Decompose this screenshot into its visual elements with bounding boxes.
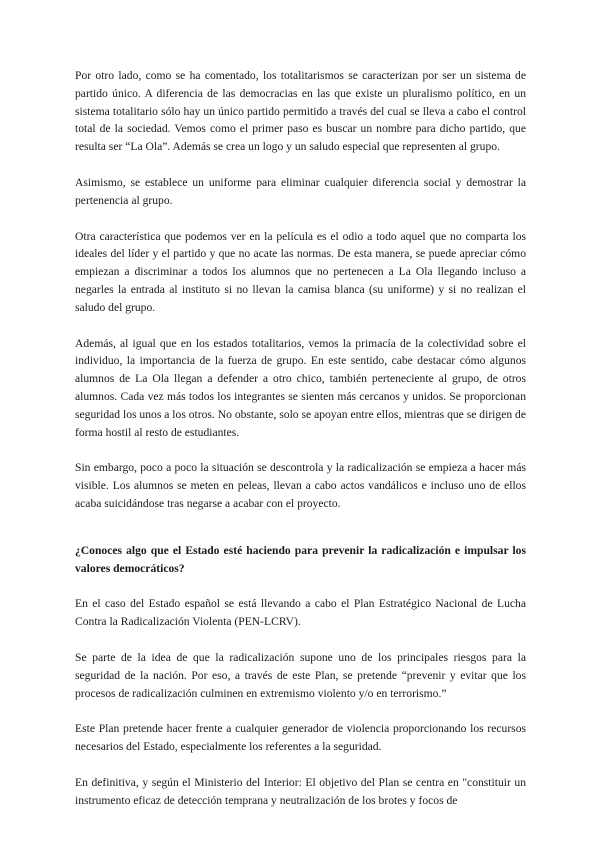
- section-heading: ¿Conoces algo que el Estado esté haciendo para prevenir la radicalización e impulsar los valores democráticos?: [75, 543, 526, 575]
- paragraph-plan-resources: Este Plan pretende hacer frente a cualquier generador de violencia proporcionando los recursos necesarios del Estado, especialmente los referentes a la seguridad.: [75, 722, 526, 754]
- paragraph-hatred: Otra característica que podemos ver en la película es el odio a todo aquel que no comparta los ideales del líder y el partido y que no acate las normas. De esta manera, se puede apreciar cómo empiezan a discriminar a todos los alumnos que no pertenecen a La Ola llegando incluso a negarles la entrada al instituto si no llevan la camisa blanca (su uniforme) y si no realizan el saludo del grupo.: [75, 229, 526, 314]
- paragraph-plan-intro: En el caso del Estado español se está llevando a cabo el Plan Estratégico Nacional de Lucha Contra la Radicalización Violenta (PEN-LCRV).: [75, 597, 526, 629]
- paragraph-plan-idea: Se parte de la idea de que la radicalización supone uno de los principales riesgos para la seguridad de la nación. Por eso, a través de este Plan, se pretende “prevenir y evitar que los procesos de radicalización culminen en extremismo violento y/o en terrorismo.”: [75, 650, 526, 700]
- paragraph-uniform: Asimismo, se establece un uniforme para eliminar cualquier diferencia social y demostrar la pertenencia al grupo.: [75, 175, 526, 207]
- paragraph-radicalization: Sin embargo, poco a poco la situación se descontrola y la radicalización se empieza a hacer más visible. Los alumnos se meten en peleas, llevan a cabo actos vandálicos e incluso uno de ellos acaba suicidándose tras negarse a acabar con el proyecto.: [75, 461, 526, 510]
- paragraph-single-party: Por otro lado, como se ha comentado, los totalitarismos se caracterizan por ser un sistema de partido único. A diferencia de las democracias en las que existe un pluralismo político, en un sistema totalitario sólo hay un único partido permitido a través del cual se lleva a cabo el control total de la sociedad. Vemos como el primer paso es buscar un nombre para dicho partido, que resulta ser “La Ola”. Además se crea un logo y un saludo especial que representen al grupo.: [75, 69, 526, 154]
- paragraph-collectivity: Además, al igual que en los estados totalitarios, vemos la primacía de la colectividad sobre el individuo, la importancia de la fuerza de grupo. En este sentido, cabe destacar cómo algunos alumnos de La Ola llegan a defender a otro chico, también perteneciente al grupo, de otros alumnos. Cada vez más todos los integrantes se sienten más cercanos y unidos. Se proporcionan seguridad los unos a los otros. No obstante, solo se apoyan entre ellos, mientras que se dirigen de forma hostil al resto de estudiantes.: [75, 336, 526, 439]
- paragraph-plan-objective: En definitiva, y según el Ministerio del Interior: El objetivo del Plan se centra en "constituir un instrumento eficaz de detección temprana y neutralización de los brotes y focos de: [75, 775, 526, 807]
- document-body: [75, 67, 526, 828]
